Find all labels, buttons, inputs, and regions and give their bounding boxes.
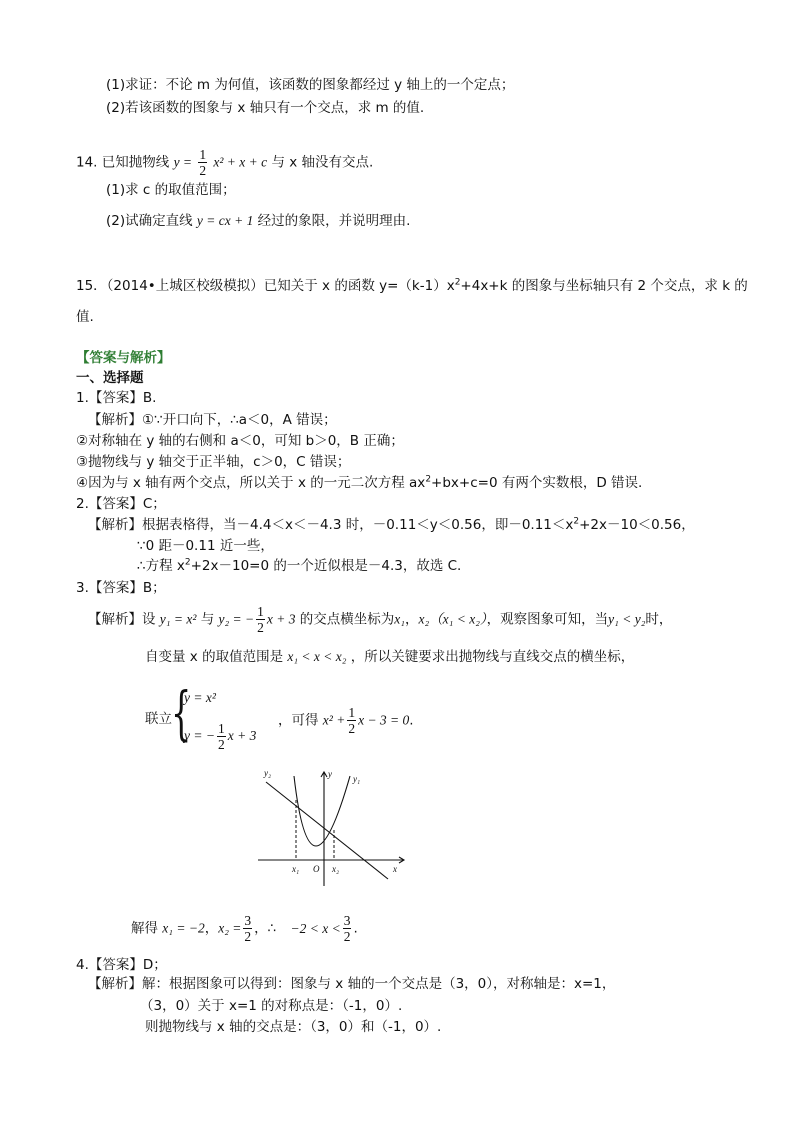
- a2-line1: 【解析】根据表格得，当－4.4＜x＜－4.3 时，－0.11＜y＜0.56，即$-0.11<x^2+2x-10<0.56$，: [88, 516, 695, 533]
- a3-line2: 自变量 x 的取值范围是 x₁ < x < x₂ ，所以关键要求出抛物线与直线交点的横坐标，: [145, 649, 635, 665]
- label-x2: x₂: [332, 864, 340, 874]
- line-y2: [266, 782, 388, 879]
- system-brace: {: [171, 679, 192, 747]
- label-origin: O: [313, 864, 320, 874]
- a1-line3: ③抛物线与 y 轴交于正半轴，c＞0，C 错误；: [76, 454, 351, 470]
- a3-system-eq2: y = − $\frac{1}{2}$ x + 3: [184, 721, 257, 753]
- q14-lead: 14. 已知抛物线: [76, 154, 170, 171]
- a2-line2: ∵0 距－0.11 近一些，: [137, 538, 274, 554]
- q14-line-eq: y = cx + 1: [196, 213, 254, 228]
- q14-part1: (1)求 c 的取值范围；: [106, 182, 236, 198]
- q14-stem: [76, 147, 373, 178]
- a2-head: 2.【答案】C；: [76, 496, 166, 512]
- a4-line2: （3，0）关于 x=1 的对称点是：（-1，0）.: [140, 998, 403, 1014]
- parabola-line-graph: [252, 768, 408, 890]
- q15-line2: 值.: [76, 309, 94, 325]
- label-y2: y₂: [264, 768, 272, 778]
- q14-fraction: $\frac{1}{2}$: [199, 147, 207, 178]
- a3-system-result: ，可得 x² + $\frac{1}{2}$ x − 3 = 0.: [278, 705, 414, 736]
- a1-line1: 【解析】①∵开口向下，∴a＜0，A 错误；: [88, 412, 337, 428]
- q13-part2: (2)若该函数的图象与 x 轴只有一个交点，求 m 的值.: [106, 100, 425, 116]
- a4-line1: 【解析】解：根据图象可以得到：图象与 x 轴的一个交点是（3，0），对称轴是：x=1，: [88, 976, 616, 992]
- a3-system-eq1: y = x²: [184, 690, 216, 705]
- a3-solution: 解得 x₁ = −2，x₂ = $\frac{3}{2}$ ，∴ −2 < x < $\frac{3}{2}$ .: [131, 913, 358, 944]
- a4-head: 4.【答案】D；: [76, 957, 167, 973]
- q14-part2: (2)试确定直线 y = cx + 1 经过的象限，并说明理由.: [106, 213, 411, 229]
- q14-poly: x² + x + c: [213, 154, 268, 170]
- label-x1: x₁: [292, 864, 300, 874]
- a2-line3: ∴方程 $x^2+2x-10=0$ 的一个近似根是－4.3，故选 C.: [137, 557, 462, 574]
- label-y: y: [328, 769, 332, 779]
- a3-system-label: 联立: [145, 711, 172, 727]
- answers-title: 【答案与解析】: [76, 350, 171, 366]
- a3-line1: 【解析】设 y₁ = x² 与 y₂ = − $\frac{1}{2}$ x + 3 的交点横坐标为x₁，x₂（x₁ < x₂），观察图象可知，当y₁ < y₂时，: [88, 604, 673, 635]
- q15-line1: 15．（2014•上城区校级模拟）已知关于 x 的函数 $y=(k-1)x^2+4x+k$ 的图象与坐标轴只有 2 个交点，求 k 的: [76, 277, 748, 294]
- a1-head: 1.【答案】B.: [76, 390, 157, 406]
- section-heading: 一、选择题: [76, 370, 144, 386]
- q13-part1: (1)求证：不论 m 为何值，该函数的图象都经过 y 轴上的一个定点；: [106, 77, 515, 93]
- q14-y-eq: y =: [173, 154, 193, 170]
- a4-line3: 则抛物线与 x 轴的交点是：（3，0）和（-1，0）.: [145, 1019, 442, 1035]
- a1-line2: ②对称轴在 y 轴的右侧和 a＜0，可知 b＞0，B 正确；: [76, 433, 404, 449]
- q14-tail: 与 x 轴没有交点.: [271, 154, 374, 171]
- a3-head: 3.【答案】B；: [76, 580, 166, 596]
- label-x: x: [393, 864, 397, 874]
- label-y1: y₁: [353, 774, 361, 784]
- a1-line4: ④因为与 x 轴有两个交点，所以关于 x 的一元二次方程 $ax^2+bx+c=0$ 有两个实数根，D 错误.: [76, 474, 643, 491]
